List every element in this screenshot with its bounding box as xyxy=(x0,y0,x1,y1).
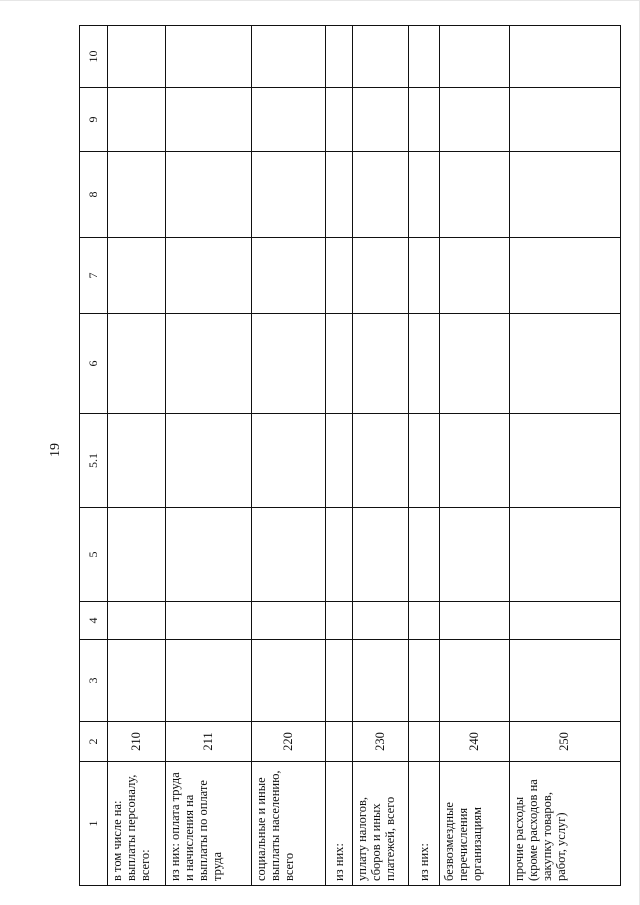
table-cell xyxy=(107,88,165,152)
table-cell xyxy=(252,602,326,640)
expenses-table xyxy=(79,25,621,886)
column-number: 1 xyxy=(80,762,108,886)
row-code xyxy=(408,722,439,762)
table-cell xyxy=(165,238,252,314)
table-cell xyxy=(509,88,620,152)
table-cell xyxy=(165,508,252,602)
table-cell xyxy=(107,640,165,722)
report-table-rotated xyxy=(79,26,621,886)
table-cell xyxy=(107,414,165,508)
table-cell xyxy=(165,314,252,414)
table-cell xyxy=(252,414,326,508)
table-cell xyxy=(326,602,353,640)
table-cell xyxy=(509,152,620,238)
column-number: 7 xyxy=(80,238,108,314)
table-cell xyxy=(408,602,439,640)
table-cell xyxy=(353,602,409,640)
table-cell xyxy=(408,26,439,88)
table-cell xyxy=(353,88,409,152)
column-number: 2 xyxy=(80,722,108,762)
page-number: 19 xyxy=(48,443,63,457)
row-code: 240 xyxy=(439,722,509,762)
table-cell xyxy=(509,508,620,602)
table-cell xyxy=(439,508,509,602)
table-row xyxy=(408,26,439,886)
table-cell xyxy=(353,508,409,602)
table-cell xyxy=(326,640,353,722)
table-cell xyxy=(252,314,326,414)
row-code: 211 xyxy=(165,722,252,762)
table-row xyxy=(439,26,509,886)
table-cell xyxy=(107,26,165,88)
table-cell xyxy=(509,414,620,508)
table-cell xyxy=(107,314,165,414)
column-number: 5 xyxy=(80,508,108,602)
table-cell xyxy=(326,26,353,88)
row-code: 230 xyxy=(353,722,409,762)
table-row xyxy=(326,26,353,886)
table-cell xyxy=(439,314,509,414)
table-cell xyxy=(408,508,439,602)
table-cell xyxy=(252,508,326,602)
column-number: 9 xyxy=(80,88,108,152)
table-cell xyxy=(252,26,326,88)
table-cell xyxy=(509,602,620,640)
row-code: 210 xyxy=(107,722,165,762)
table-cell xyxy=(165,602,252,640)
table-cell xyxy=(252,152,326,238)
table-row xyxy=(165,26,252,886)
table-row xyxy=(353,26,409,886)
table-row xyxy=(509,26,620,886)
row-label: из них: xyxy=(408,762,439,886)
row-label: безвозмездные перечисления организациям xyxy=(439,762,509,886)
column-number: 10 xyxy=(80,26,108,88)
table-cell xyxy=(353,238,409,314)
row-code: 220 xyxy=(252,722,326,762)
table-cell xyxy=(326,88,353,152)
row-label: социальные и иные выплаты населению, всего xyxy=(252,762,326,886)
table-cell xyxy=(165,88,252,152)
table-cell xyxy=(439,88,509,152)
table-cell xyxy=(439,152,509,238)
table-cell xyxy=(107,152,165,238)
table-cell xyxy=(439,414,509,508)
table-cell xyxy=(165,152,252,238)
table-cell xyxy=(252,88,326,152)
table-cell xyxy=(107,602,165,640)
table-cell xyxy=(107,508,165,602)
table-cell xyxy=(439,26,509,88)
table-cell xyxy=(509,640,620,722)
table-row xyxy=(107,26,165,886)
table-cell xyxy=(326,414,353,508)
table-cell xyxy=(408,314,439,414)
table-cell xyxy=(439,602,509,640)
table-cell xyxy=(509,238,620,314)
row-label: прочие расходы (кроме расходов на закупку товаров, работ, услуг) xyxy=(509,762,620,886)
table-cell xyxy=(326,508,353,602)
table-cell xyxy=(408,640,439,722)
column-number-row xyxy=(80,26,108,886)
table-cell xyxy=(326,314,353,414)
table-cell xyxy=(509,314,620,414)
table-cell xyxy=(408,238,439,314)
table-cell xyxy=(408,152,439,238)
table-cell xyxy=(353,640,409,722)
page-edge xyxy=(0,0,640,1)
table-cell xyxy=(439,640,509,722)
row-label: уплату налогов, сборов и иных платежей, всего xyxy=(353,762,409,886)
row-label: из них: оплата труда и начисления на выплаты по оплате труда xyxy=(165,762,252,886)
table-cell xyxy=(408,414,439,508)
row-code: 250 xyxy=(509,722,620,762)
table-cell xyxy=(107,238,165,314)
table-cell xyxy=(165,26,252,88)
table-cell xyxy=(165,414,252,508)
table-cell xyxy=(509,26,620,88)
table-cell xyxy=(353,314,409,414)
table-cell xyxy=(353,152,409,238)
table-row xyxy=(252,26,326,886)
column-number: 5.1 xyxy=(80,414,108,508)
table-cell xyxy=(439,238,509,314)
column-number: 8 xyxy=(80,152,108,238)
row-label: в том числе на: выплаты персоналу, всего: xyxy=(107,762,165,886)
table-cell xyxy=(353,26,409,88)
column-number: 6 xyxy=(80,314,108,414)
row-label: из них: xyxy=(326,762,353,886)
table-cell xyxy=(252,238,326,314)
table-cell xyxy=(326,238,353,314)
table-cell xyxy=(252,640,326,722)
column-number: 4 xyxy=(80,602,108,640)
column-number: 3 xyxy=(80,640,108,722)
row-code xyxy=(326,722,353,762)
table-cell xyxy=(326,152,353,238)
table-cell xyxy=(353,414,409,508)
table-cell xyxy=(165,640,252,722)
table-cell xyxy=(408,88,439,152)
